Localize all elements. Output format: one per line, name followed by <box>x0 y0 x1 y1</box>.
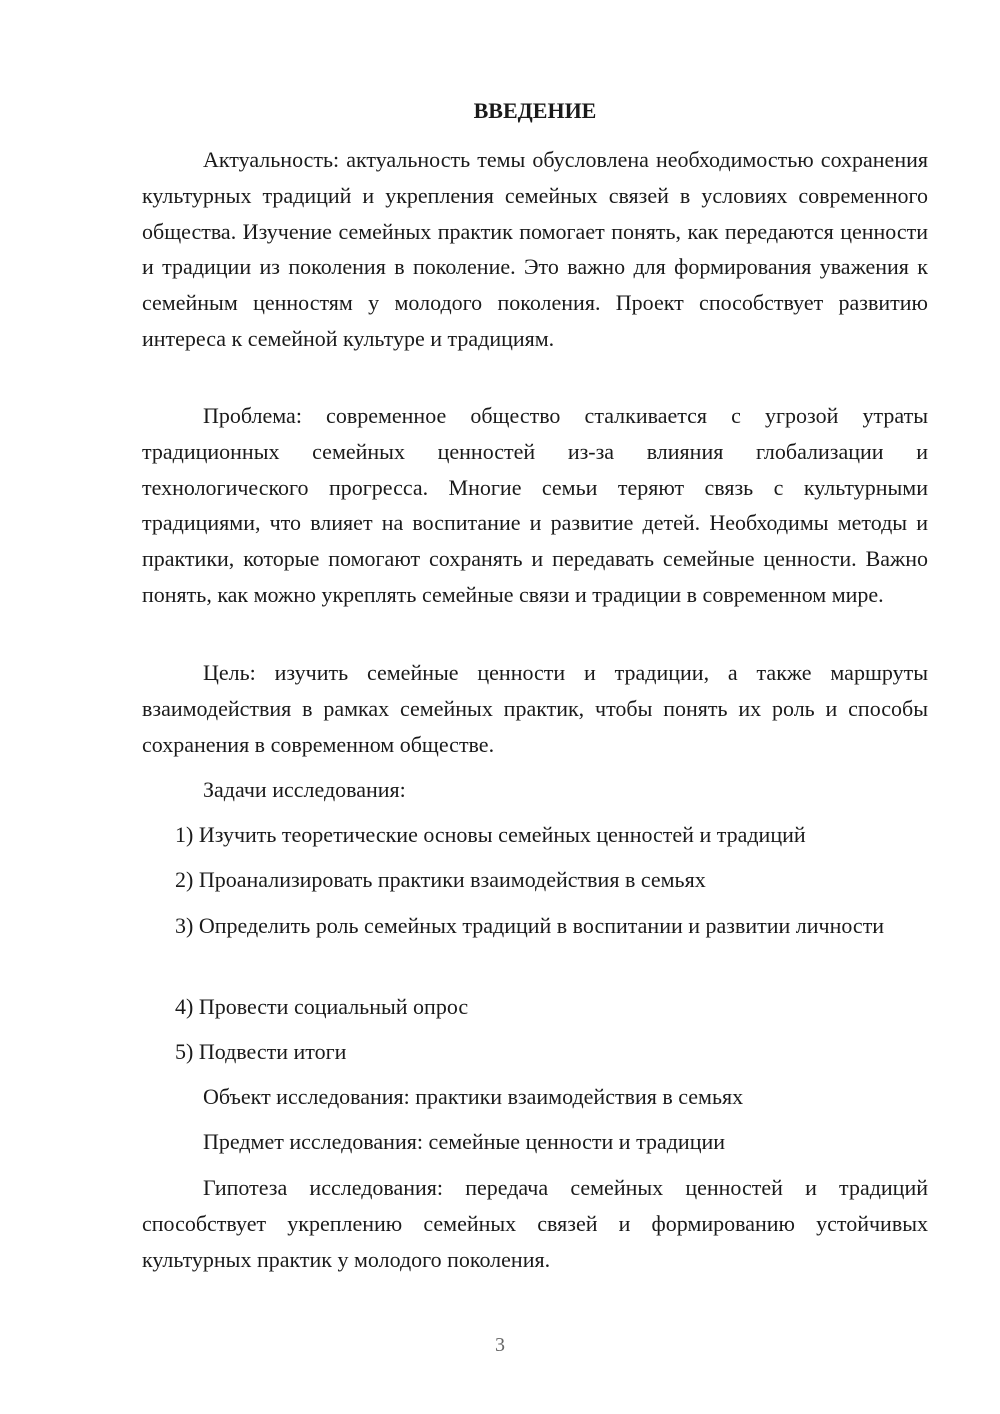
task-item-4: 4) Провести социальный опрос <box>175 994 469 1019</box>
tasks-heading: Задачи исследования: <box>203 777 406 802</box>
task-item-3: 3) Определить роль семейных традиций в воспитании и развитии личности <box>175 913 885 938</box>
task-item-1: 1) Изучить теоретические основы семейных ценностей и традиций <box>175 822 806 847</box>
object-paragraph: Объект исследования: практики взаимодействия в семьях <box>203 1084 744 1109</box>
hypothesis-paragraph: Гипотеза исследования: передача семейных ценностей и традиций способствует укреплению семейных связей и формированию устойчивых культурных практик у молодого поколения. <box>142 1175 928 1272</box>
goal-paragraph: Цель: изучить семейные ценности и традиции, а также маршруты взаимодействия в рамках семейных практик, чтобы понять их роль и способы сохранения в современном обществе. <box>142 660 928 757</box>
page-title: ВВЕДЕНИЕ <box>473 98 597 123</box>
relevance-paragraph: Актуальность: актуальность темы обусловлена необходимостью сохранения культурных традиций и укрепления семейных связей в условиях современного общества. Изучение семейных практик помогает понять, как передаются ценности и традиции из поколения в поколение. Это важно для формирования уважения к семейным ценностям у молодого поколения. Проект способствует развитию интереса к семейной культуре и традициям. <box>142 147 928 351</box>
task-item-5: 5) Подвести итоги <box>175 1039 347 1064</box>
problem-paragraph: Проблема: современное общество сталкивается с угрозой утраты традиционных семейных ценностей из-за влияния глобализации и технологического прогресса. Многие семьи теряют связь с культурными традициями, что влияет на воспитание и развитие детей. Необходимы методы и практики, которые помогают сохранять и передавать семейные ценности. Важно понять, как можно укреплять семейные связи и традиции в современном мире. <box>142 403 928 607</box>
subject-paragraph: Предмет исследования: семейные ценности и традиции <box>203 1129 726 1154</box>
task-item-2: 2) Проанализировать практики взаимодействия в семьях <box>175 867 706 892</box>
page-number: 3 <box>495 1334 505 1356</box>
